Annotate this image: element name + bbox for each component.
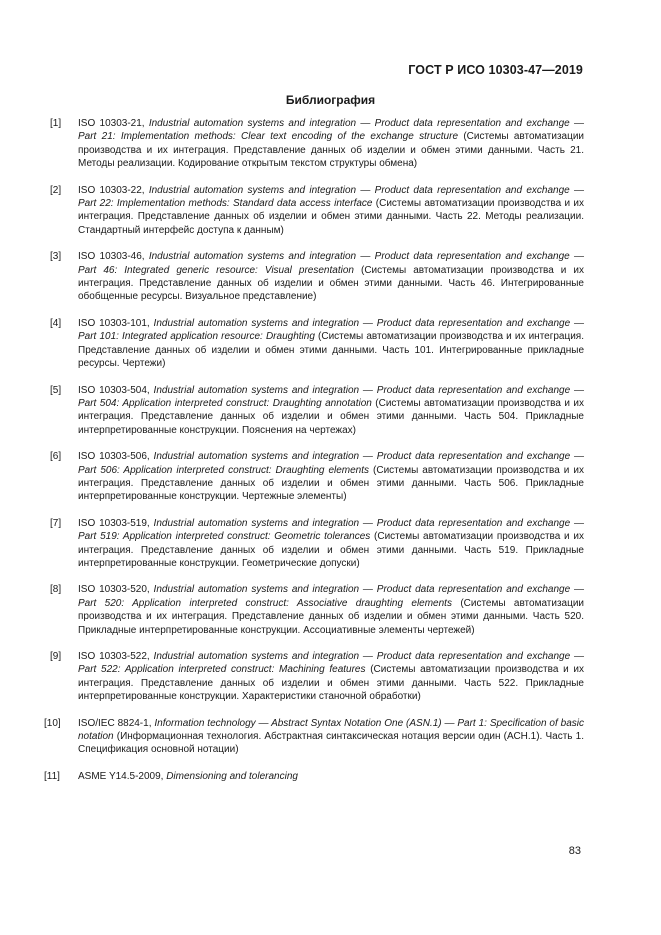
entry-description: (Системы автоматизации производства и их интеграция. Представление данных об изделии и обмен этими данными. Часть 504. Прикладные интерпретированные конструкции. Пояснения на чертежах) — [78, 397, 584, 436]
entry-number: [7] — [50, 517, 62, 529]
entry-title: Industrial automation systems and integration — Product data representation and exchange — Part 522: Application interpreted construct: Machining features — [78, 651, 584, 676]
entry-description: (Системы автоматизации производства и их интеграция. Представление данных об изделии и обмен этими данными. Часть 506. Прикладные интерпретированные конструкции. Чертежные элементы) — [78, 464, 584, 503]
bibliography-list — [44, 117, 584, 796]
entry-description: (Системы автоматизации производства и их интеграция. Представление данных об изделии и обмен этими данными. Часть 101. Интегрированные прикладные ресурсы. Чертежи) — [78, 331, 584, 370]
entry-title: Industrial automation systems and integration — Product data representation and exchange — Part 504: Application interpreted construct: Draughting annotation — [78, 384, 584, 409]
entry-number: [10] — [44, 717, 61, 729]
entry-number: [5] — [50, 384, 62, 396]
bibliography-entry — [50, 184, 584, 238]
entry-number: [9] — [50, 651, 62, 662]
entry-code: ISO 10303-522, — [78, 651, 154, 662]
entry-code: ISO 10303-520, — [78, 584, 154, 596]
entry-title: Dimensioning and tolerancing — [166, 770, 298, 782]
bibliography-entry — [44, 770, 584, 783]
bibliography-entry — [50, 650, 584, 704]
entry-title: Industrial automation systems and integration — Product data representation and exchange — Part 506: Application interpreted construct: Draughting elements — [78, 451, 584, 476]
entry-number: [4] — [50, 317, 62, 329]
document-header: ГОСТ Р ИСО 10303-47—2019 — [408, 63, 583, 77]
entry-code: ISO/IEC 8824-1, — [78, 717, 155, 729]
entry-code: ISO 10303-21, — [78, 118, 149, 129]
bibliography-entry — [50, 117, 584, 171]
entry-title: Industrial automation systems and integration — Product data representation and exchange — Part 46: Integrated generic resource: Visual presentation — [78, 251, 584, 276]
bibliography-entry — [44, 717, 584, 757]
entry-title: Industrial automation systems and integration — Product data representation and exchange — Part 520: Application interpreted construct: Associative draughting elements — [78, 584, 584, 609]
entry-number: [1] — [50, 118, 62, 129]
entry-description: (Системы автоматизации производства и их интеграция. Представление данных об изделии и обмен этими данными. Часть 21. Методы реализации. Кодирование открытым текстом структуры обмена) — [78, 131, 584, 170]
entry-number: [3] — [50, 251, 62, 263]
entry-title: Information technology — Abstract Syntax Notation One (ASN.1) — Part 1: Specification of basic notation — [78, 717, 584, 743]
entry-code: ISO 10303-519, — [78, 517, 154, 529]
entry-code: ISO 10303-101, — [78, 317, 154, 329]
entry-number: [2] — [50, 184, 62, 196]
entry-code: ASME Y14.5-2009, — [78, 770, 167, 782]
entry-title: Industrial automation systems and integration — Product data representation and exchange — Part 22: Implementation methods: Standard data access interface — [78, 184, 584, 210]
bibliography-entry — [50, 250, 584, 304]
entry-code: ISO 10303-506, — [78, 451, 154, 463]
entry-description: (Системы автоматизации производства и их интеграция. Представление данных об изделии и обмен этими данными. Часть 522. Прикладные интерпретированные конструкции. Характеристики станочной обработки) — [78, 664, 584, 703]
bibliography-entry — [50, 450, 584, 504]
entry-number: [11] — [44, 770, 60, 782]
entry-title: Industrial automation systems and integration — Product data representation and exchange — Part 101: Integrated application resource: Draughting — [78, 317, 584, 343]
entry-title: Industrial automation systems and integration — Product data representation and exchange — Part 519: Application interpreted construct: Geometric tolerances — [78, 517, 584, 543]
entry-description: (Информационная технология. Абстрактная синтаксическая нотация версии один (АСН.1). Часть 1. Спецификация основной нотации) — [78, 731, 584, 756]
bibliography-entry — [50, 583, 584, 637]
entry-description: (Системы автоматизации производства и их интеграция. Представление данных об изделии и обмен этими данными. Часть 22. Методы реализации. Стандартный интерфейс доступа к данным) — [78, 198, 584, 236]
entry-description: (Системы автоматизации производства и их интеграция. Представление данных об изделии и обмен этими данными. Часть 519. Прикладные интерпретированные конструкции. Геометрические допуски) — [78, 531, 584, 569]
entry-code: ISO 10303-46, — [78, 251, 149, 263]
bibliography-entry — [50, 384, 584, 438]
entry-title: Industrial automation systems and integration — Product data representation and exchange — Part 21: Implementation methods: Clear text encoding of the exchange structure — [78, 118, 584, 143]
bibliography-entry — [50, 317, 584, 371]
entry-code: ISO 10303-504, — [78, 384, 154, 396]
page-number: 83 — [568, 845, 581, 857]
entry-number: [8] — [50, 584, 62, 596]
page-title: Библиография — [285, 93, 376, 107]
entry-number: [6] — [50, 451, 62, 463]
entry-description: (Системы автоматизации производства и их интеграция. Представление данных об изделии и обмен этими данными. Часть 46. Интегрированные обобщенные ресурсы. Визуальное представление) — [78, 264, 584, 303]
entry-description: (Системы автоматизации производства и их интеграция. Представление данных об изделии и обмен этими данными. Часть 520. Прикладные интерпретированные конструкции. Ассоциативные элементы чертежей) — [78, 597, 584, 636]
bibliography-entry — [50, 517, 584, 571]
entry-code: ISO 10303-22, — [78, 184, 149, 196]
